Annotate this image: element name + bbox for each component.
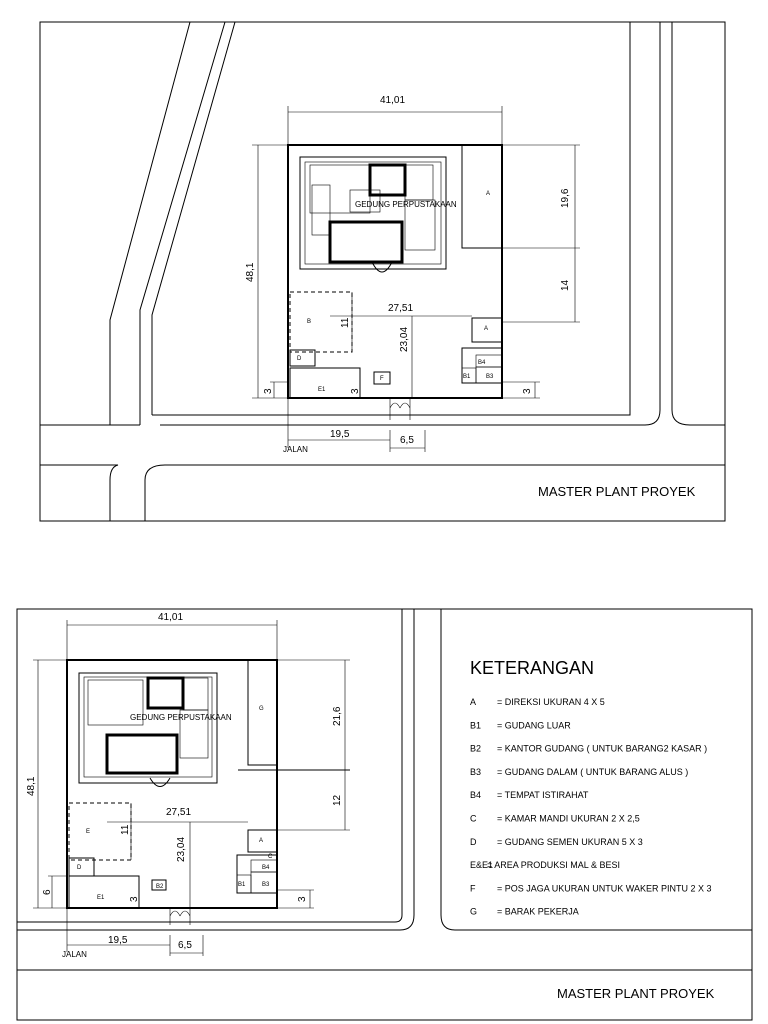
legend-desc: = GUDANG LUAR (497, 720, 571, 731)
legend-code: D (470, 836, 477, 847)
legend-code: F (470, 883, 476, 894)
top-boundary (152, 22, 630, 415)
bottom-plan (17, 609, 752, 1020)
legend-code: B4 (470, 790, 482, 801)
legend-code: B2 (470, 743, 482, 754)
top-label-a: A (484, 326, 489, 332)
bottom-dim-inner-height: 23,04 (176, 836, 187, 862)
legend-code: E&E1 (470, 860, 494, 871)
top-dim-width: 41,01 (380, 95, 406, 106)
bottom-title: MASTER PLANT PROYEK (557, 986, 715, 1001)
top-dim-bottom-left: 19,5 (330, 429, 350, 440)
legend-desc: = DIREKSI UKURAN 4 X 5 (497, 697, 605, 707)
legend-code: B3 (470, 766, 482, 777)
bottom-area-g (248, 660, 277, 765)
bottom-dim-right-small: 3 (297, 896, 308, 902)
top-building (300, 157, 457, 272)
bottom-dim-bottom-left: 19,5 (108, 935, 128, 946)
svg-text:B3: B3 (262, 882, 270, 888)
bottom-road-label: JALAN (62, 950, 87, 959)
top-road-label: JALAN (283, 445, 308, 454)
top-label-f: F (380, 376, 384, 382)
legend-desc: = KANTOR GUDANG ( UNTUK BARANG2 KASAR ) (497, 743, 708, 754)
bottom-label-e: E (86, 829, 91, 835)
svg-text:B4: B4 (262, 865, 270, 871)
top-site (288, 145, 502, 398)
top-dim-right-lower: 14 (560, 279, 571, 291)
bottom-building (79, 673, 232, 787)
legend-code: B1 (470, 720, 482, 731)
top-road-curve (110, 22, 235, 425)
svg-text:B3: B3 (486, 374, 494, 380)
legend-desc: = POS JAGA UKURAN UNTUK WAKER PINTU 2 X 3 (497, 883, 712, 894)
svg-text:C: C (268, 854, 273, 860)
top-dim-inner-width: 27,51 (388, 303, 414, 314)
top-title: MASTER PLANT PROYEK (538, 484, 696, 499)
legend-code: A (470, 697, 477, 707)
bottom-frame (17, 609, 752, 1020)
bottom-warehouse-cluster (237, 854, 277, 893)
legend-desc: = TEMPAT ISTIRAHAT (497, 790, 589, 801)
bottom-label-g: G (259, 706, 264, 712)
bottom-area-d (69, 858, 94, 876)
top-label-d: D (297, 356, 302, 362)
top-label-a-top: A (486, 191, 491, 197)
legend-desc: = KAMAR MANDI UKURAN 2 X 2,5 (497, 813, 640, 824)
top-gate (390, 398, 410, 420)
top-label-e1: E1 (318, 387, 326, 393)
top-dim-area-b: 11 (340, 317, 351, 328)
bottom-site (67, 660, 277, 908)
bottom-label-a: A (259, 838, 264, 844)
top-dim-right-upper: 19,6 (560, 188, 571, 208)
top-warehouse-cluster (462, 348, 502, 383)
top-dim-gate: 6,5 (400, 435, 414, 446)
top-road-left (40, 425, 140, 521)
bottom-dim-left-small: 6 (42, 889, 53, 895)
legend-code: G (470, 906, 478, 917)
top-dim-height: 48,1 (245, 262, 256, 282)
top-road-right (160, 22, 725, 425)
legend-code: C (470, 813, 477, 824)
top-label-b: B (307, 319, 312, 325)
bottom-dim-width: 41,01 (158, 612, 184, 623)
svg-text:B1: B1 (238, 882, 246, 888)
bottom-dim-right-upper: 21,6 (332, 706, 343, 726)
legend (470, 658, 711, 917)
svg-text:B4: B4 (478, 360, 486, 366)
bottom-road-curve (17, 609, 414, 930)
bottom-dim-right-lower: 12 (332, 794, 343, 806)
legend-desc: = GUDANG SEMEN UKURAN 5 X 3 (497, 836, 643, 847)
bottom-building-label: GEDUNG PERPUSTAKAAN (130, 713, 232, 722)
bottom-dim-inner-width: 27,51 (166, 807, 192, 818)
legend-desc: = BARAK PEKERJA (497, 906, 579, 917)
legend-heading: KETERANGAN (470, 658, 595, 678)
top-dim-left-small: 3 (263, 388, 274, 394)
bottom-label-b2-small: B2 (156, 884, 164, 890)
top-dim-inner-height: 23,04 (399, 326, 410, 352)
top-dim-e1-small: 3 (350, 388, 361, 394)
svg-text:B1: B1 (463, 374, 471, 380)
top-area-a-top (462, 145, 502, 248)
bottom-dim-height: 48,1 (26, 776, 37, 796)
bottom-label-d: D (77, 865, 82, 871)
bottom-dim-e1-small: 3 (129, 896, 140, 902)
bottom-dim-area-b: 11 (120, 824, 131, 835)
bottom-area-e1 (69, 876, 139, 908)
top-building-label: GEDUNG PERPUSTAKAAN (355, 200, 457, 209)
bottom-dim-gate: 6,5 (178, 940, 192, 951)
bottom-label-e1: E1 (97, 895, 105, 901)
legend-desc: = AREA PRODUKSI MAL & BESI (487, 860, 620, 871)
top-plan (40, 22, 725, 521)
legend-desc: = GUDANG DALAM ( UNTUK BARANG ALUS ) (497, 766, 689, 777)
top-dim-right-small: 3 (522, 388, 533, 394)
